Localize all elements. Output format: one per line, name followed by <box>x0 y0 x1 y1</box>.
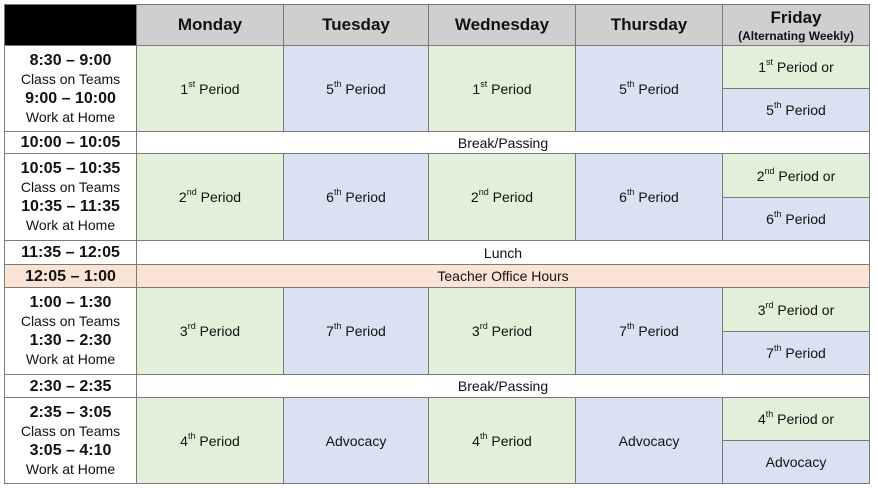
break-passing-1: Break/Passing <box>136 131 870 154</box>
header-friday: Friday (Alternating Weekly) <box>722 4 870 46</box>
block2-tuesday: 6th Period <box>283 153 429 241</box>
time-break-2: 2:30 – 2:35 <box>4 374 137 398</box>
time-block-1: 8:30 – 9:00 Class on Teams 9:00 – 10:00 Work at Home <box>4 45 137 132</box>
block4-monday: 4th Period <box>136 397 284 484</box>
time-break-1: 10:00 – 10:05 <box>4 131 137 154</box>
time-block-3: 1:00 – 1:30 Class on Teams 1:30 – 2:30 Work at Home <box>4 287 137 375</box>
break-passing-2: Break/Passing <box>136 374 870 398</box>
lunch-row: Lunch <box>136 240 870 265</box>
header-monday: Monday <box>136 4 284 46</box>
block3-wednesday: 3rd Period <box>428 287 576 375</box>
header-tuesday: Tuesday <box>283 4 429 46</box>
block4-tuesday: Advocacy <box>283 397 429 484</box>
corner-cell <box>4 4 137 46</box>
block2-thursday: 6th Period <box>575 153 723 241</box>
block3-monday: 3rd Period <box>136 287 284 375</box>
block1-wednesday: 1st Period <box>428 45 576 132</box>
office-hours-row: Teacher Office Hours <box>136 264 870 288</box>
block4-friday-a: 4th Period or <box>722 397 870 441</box>
header-thursday: Thursday <box>575 4 723 46</box>
block2-friday-b: 6th Period <box>722 197 870 241</box>
block2-friday-a: 2nd Period or <box>722 153 870 198</box>
time-lunch: 11:35 – 12:05 <box>4 240 137 265</box>
block3-thursday: 7th Period <box>575 287 723 375</box>
block4-friday-b: Advocacy <box>722 440 870 484</box>
block3-friday-b: 7th Period <box>722 331 870 375</box>
block4-thursday: Advocacy <box>575 397 723 484</box>
time-office-hours: 12:05 – 1:00 <box>4 264 137 288</box>
friday-note: (Alternating Weekly) <box>738 28 854 43</box>
block3-tuesday: 7th Period <box>283 287 429 375</box>
block2-wednesday: 2nd Period <box>428 153 576 241</box>
block1-thursday: 5th Period <box>575 45 723 132</box>
block3-friday-a: 3rd Period or <box>722 287 870 332</box>
block4-wednesday: 4th Period <box>428 397 576 484</box>
time-block-4: 2:35 – 3:05 Class on Teams 3:05 – 4:10 Work at Home <box>4 397 137 484</box>
block2-monday: 2nd Period <box>136 153 284 241</box>
block1-monday: 1st Period <box>136 45 284 132</box>
block1-tuesday: 5th Period <box>283 45 429 132</box>
header-wednesday: Wednesday <box>428 4 576 46</box>
block1-friday-a: 1st Period or <box>722 45 870 89</box>
block1-friday-b: 5th Period <box>722 88 870 132</box>
time-block-2: 10:05 – 10:35 Class on Teams 10:35 – 11:35 Work at Home <box>4 153 137 241</box>
